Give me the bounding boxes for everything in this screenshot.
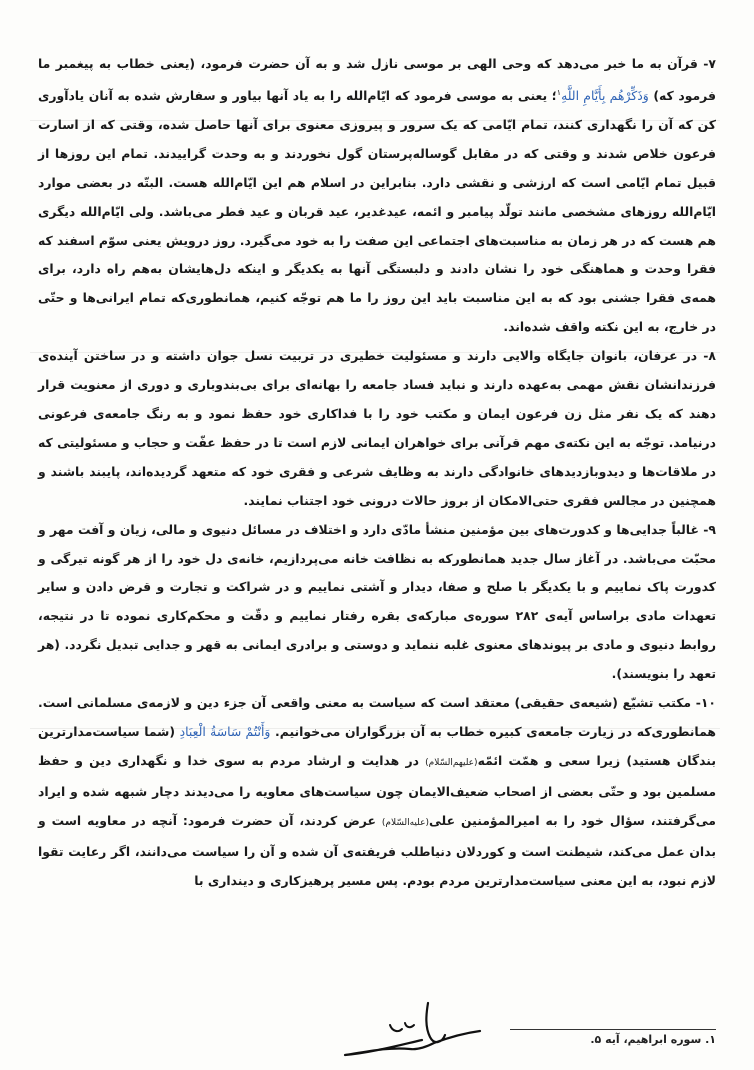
- quran-verse: وَذَكِّرْهُم بِأَيَّامِ اللَّهِ: [561, 88, 649, 104]
- honorific-alayhi-salam: (علیه‌السّلام): [381, 817, 429, 828]
- paragraph-7: [38, 50, 716, 342]
- p10-text-part2: (شما سیاست‌مدارترین بندگان هستید) زیرا سعی و همّت ائمّه: [38, 723, 716, 768]
- footnote-divider: [510, 1029, 716, 1030]
- footnote: ۱. سوره ابراهیم، آیه ۵.: [590, 1033, 716, 1046]
- document-body: [38, 50, 716, 895]
- p10-text-part3: در هدایت و ارشاد مردم به سوی خدا و نگهداری دین و حفظ مسلمین بود و حتّی بعضی از اصحاب ضعیف‌الایمان چون سیاست‌های معاویه را می‌دیدند دچار شبهه شده و ایراد می‌گرفتند، سؤال خود را به امیرالمؤمنین علی: [38, 752, 716, 828]
- footnote-reference: ۱: [556, 87, 562, 97]
- paragraph-9: ۹- غالباً جدایی‌ها و کدورت‌های بین مؤمنین منشأ مادّی دارد و اختلاف در مسائل دنیوی و مالی، زیان و آفت مهر و محبّت می‌باشد. در آغاز سال جدید همانطورکه به نظافت خانه می‌پردازیم، خانه‌ی دل خود را از هر گونه تیرگی و کدورت پاک نماییم و با یکدیگر با صلح و صفا، دیدار و آشتی نماییم و در شراکت و تجارت و قرض دادن و سایر تعهدات مادی براساس آیه‌ی ۲۸۲ سوره‌ی مبارکه‌ی بقره رفتار نماییم و دقّت و محکم‌کاری نموده تا در نتیجه، روابط دنیوی و مادی بر پیوندهای معنوی غلبه ننماید و دوستی و برادری ایمانی به قهر و جدایی تبدیل نگردد. (هر تعهد را بنویسند).: [38, 521, 716, 682]
- p10-text-part1: ۱۰- مکتب تشیّع (شیعه‌ی حقیقی) معتقد است که سیاست به معنی واقعی آن جزء دین و لازمه‌ی مسلمانی است. همانطوری‌که در زیارت جامعه‌ی کبیره خطاب به آن بزرگواران می‌خوانیم.: [38, 695, 716, 739]
- p7-text-before-verse: ۷- قرآن به ما خبر می‌دهد که وحی الهی بر موسی نازل شد و به آن حضرت فرمود، (یعنی خطاب به پیغمبر ما فرمود که): [38, 56, 716, 104]
- ziyarat-quote: وَأَنْتُمْ سَاسَةُ الْعِبَادِ: [179, 723, 271, 739]
- paragraph-8: ۸- در عرفان، بانوان جایگاه والایی دارند و مسئولیت خطیری در تربیت نسل جوان داشته و در ساختن آینده‌ی فرزندانشان نقش مهمی به‌عهده دارند و نباید فساد جامعه را بهانه‌ای برای بی‌بندوباری و دوری از معنویت قرار دهند که یک نفر مثل زن فرعون ایمان و مکتب خود را با فداکاری خود حفظ نمود و به رنگ جامعه‌ی فرعونی درنیامد. توجّه به این نکته‌ی مهم قرآنی برای خواهران ایمانی لازم است تا در حفظ عفّت و حجاب و مسئولیتی که در ملاقات‌ها و دیدوبازدیدهای خانوادگی دارند به وظایف شرعی و فقری خود که متعهد گردیده‌اند، پایبند باشند و همچنین در مجالس فقری حتی‌الامکان از بروز حالات درونی خود اجتناب نمایند.: [38, 348, 716, 508]
- p7-text-after-verse: ؛ یعنی به موسی فرمود که ایّام‌الله را به یاد آنها بیاور و سفارش شده به آنان یادآوری کن که آن را نگهداری کنند، تمام ایّامی که یک سرور و پیروزی معنوی برای آنها حاصل شده، وقتی که از اسارت فرعون خلاص شدند و وقتی که در مقابل گوساله‌پرستان گول نخوردند و به وحدت گراییدند. تمام این روزها از قبیل تمام ایّامی است که ارزشی و نقشی دارد. بنابراین در اسلام هم این ایّام‌الله هست. البتّه در بعضی موارد ایّام‌الله روزهای مشخصی مانند تولّد پیامبر و ائمه، عیدغدیر، عید قربان و عید فطر می‌باشد. ولی ایّام‌الله دیگری هم هست که در هر زمان به مناسبت‌های اجتماعی این صفت را به خود می‌گیرد. روز درویش یعنی سوّم اسفند که فقرا وحدت و هماهنگی خود را نشان دادند و دلبستگی آنها به یکدیگر و اینکه دل‌هایشان به‌هم راه دارد، برای همه‌ی فقرا جشنی بود که به این مناسبت باید این روز را ما هم توجّه کنیم، همانطوری‌که تمام ایرانی‌ها و حتّی در خارج، به این نکته واقف شده‌اند.: [38, 88, 716, 335]
- honorific-alayhim-salam: (علیهم‌السّلام): [425, 757, 478, 768]
- paragraph-10: [38, 689, 716, 895]
- p10-text-part4: عرض کردند، آن حضرت فرمود: آنچه در معاویه است و بدان عمل می‌کند، شیطنت است و کوردلان دنیاطلب فریفته‌ی آن شده و آن را سیاست می‌دانند، اگر رعایت تقوا لازم نبود، به این معنی سیاست‌مدارترین مردم بودم. پس مسیر پرهیزکاری و دینداری با: [38, 812, 716, 888]
- signature-icon: [330, 985, 490, 1065]
